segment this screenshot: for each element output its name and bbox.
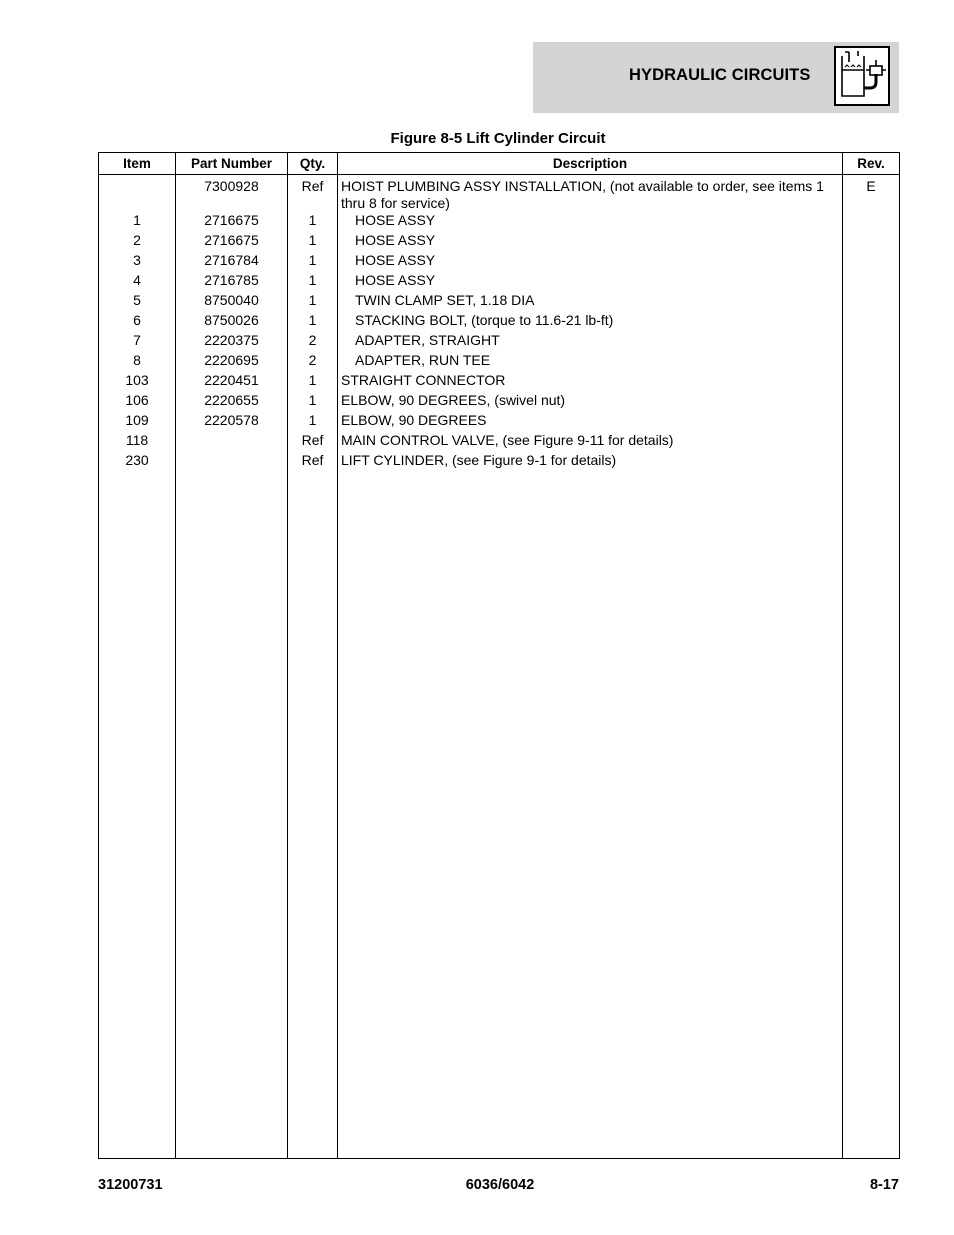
part-number-cell: 2716675	[176, 212, 288, 232]
column-header-item: Item	[99, 153, 176, 175]
description-cell: STACKING BOLT, (torque to 11.6-21 lb-ft)	[338, 312, 843, 332]
footer-model: 6036/6042	[465, 1177, 535, 1193]
column-header-rev: Rev.	[843, 153, 900, 175]
rev-cell	[843, 292, 900, 312]
qty-cell: 1	[288, 212, 338, 232]
rev-cell	[843, 432, 900, 452]
description-cell: ELBOW, 90 DEGREES	[338, 412, 843, 432]
description-cell: HOSE ASSY	[338, 212, 843, 232]
item-cell	[99, 175, 176, 213]
qty-cell: 1	[288, 232, 338, 252]
part-number-cell: 8750040	[176, 292, 288, 312]
rev-cell	[843, 272, 900, 292]
description-cell: ADAPTER, RUN TEE	[338, 352, 843, 372]
description-cell: LIFT CYLINDER, (see Figure 9-1 for details)	[338, 452, 843, 472]
item-cell: 5	[99, 292, 176, 312]
item-cell: 103	[99, 372, 176, 392]
qty-cell: 1	[288, 372, 338, 392]
table-row	[99, 312, 900, 332]
item-cell: 6	[99, 312, 176, 332]
part-number-cell: 2220578	[176, 412, 288, 432]
table-row	[99, 232, 900, 252]
part-number-cell: 2220451	[176, 372, 288, 392]
footer-document-number: 31200731	[98, 1177, 163, 1193]
table-row	[99, 332, 900, 352]
item-cell: 230	[99, 452, 176, 472]
table-row	[99, 392, 900, 412]
description-cell: MAIN CONTROL VALVE, (see Figure 9-11 for details)	[338, 432, 843, 452]
part-number-cell: 2220375	[176, 332, 288, 352]
qty-cell: 1	[288, 312, 338, 332]
qty-cell: 1	[288, 392, 338, 412]
footer-page-number: 8-17	[869, 1177, 899, 1193]
rev-cell	[843, 412, 900, 432]
description-cell: ADAPTER, STRAIGHT	[338, 332, 843, 352]
part-number-cell	[176, 452, 288, 472]
hydraulic-reservoir-icon	[834, 46, 890, 106]
table-row	[99, 452, 900, 472]
item-cell: 2	[99, 232, 176, 252]
description-cell: HOSE ASSY	[338, 272, 843, 292]
rev-cell	[843, 372, 900, 392]
item-cell: 106	[99, 392, 176, 412]
description-cell: HOSE ASSY	[338, 232, 843, 252]
figure-caption: Figure 8-5 Lift Cylinder Circuit	[390, 130, 606, 147]
rev-cell: E	[843, 175, 900, 213]
qty-cell: 1	[288, 252, 338, 272]
section-header	[533, 42, 899, 113]
description-cell: ELBOW, 90 DEGREES, (swivel nut)	[338, 392, 843, 412]
column-header-part-number: Part Number	[176, 153, 288, 175]
rev-cell	[843, 452, 900, 472]
description-cell: STRAIGHT CONNECTOR	[338, 372, 843, 392]
description-cell: HOIST PLUMBING ASSY INSTALLATION, (not available to order, see items 1 thru 8 for service)	[338, 175, 843, 213]
item-cell: 3	[99, 252, 176, 272]
qty-cell: 1	[288, 272, 338, 292]
part-number-cell	[176, 432, 288, 452]
table-row	[99, 175, 900, 213]
table-row	[99, 412, 900, 432]
parts-table	[98, 152, 900, 1159]
item-cell: 7	[99, 332, 176, 352]
table-row	[99, 272, 900, 292]
description-cell: HOSE ASSY	[338, 252, 843, 272]
part-number-cell: 2716675	[176, 232, 288, 252]
table-filler-row	[99, 472, 900, 1159]
rev-cell	[843, 332, 900, 352]
qty-cell: Ref	[288, 175, 338, 213]
table-row	[99, 252, 900, 272]
column-header-qty: Qty.	[288, 153, 338, 175]
item-cell: 4	[99, 272, 176, 292]
qty-cell: Ref	[288, 432, 338, 452]
table-row	[99, 292, 900, 312]
table-row	[99, 432, 900, 452]
table-row	[99, 372, 900, 392]
rev-cell	[843, 392, 900, 412]
rev-cell	[843, 312, 900, 332]
part-number-cell: 7300928	[176, 175, 288, 213]
item-cell: 109	[99, 412, 176, 432]
qty-cell: Ref	[288, 452, 338, 472]
table-row	[99, 352, 900, 372]
table-row	[99, 212, 900, 232]
rev-cell	[843, 352, 900, 372]
part-number-cell: 2716785	[176, 272, 288, 292]
part-number-cell: 8750026	[176, 312, 288, 332]
column-header-description: Description	[338, 153, 843, 175]
qty-cell: 1	[288, 292, 338, 312]
rev-cell	[843, 212, 900, 232]
section-title: HYDRAULIC CIRCUITS	[629, 66, 811, 84]
part-number-cell: 2220695	[176, 352, 288, 372]
item-cell: 8	[99, 352, 176, 372]
rev-cell	[843, 232, 900, 252]
item-cell: 1	[99, 212, 176, 232]
qty-cell: 1	[288, 412, 338, 432]
part-number-cell: 2220655	[176, 392, 288, 412]
qty-cell: 2	[288, 352, 338, 372]
table-header-row	[99, 153, 900, 175]
rev-cell	[843, 252, 900, 272]
item-cell: 118	[99, 432, 176, 452]
part-number-cell: 2716784	[176, 252, 288, 272]
description-cell: TWIN CLAMP SET, 1.18 DIA	[338, 292, 843, 312]
qty-cell: 2	[288, 332, 338, 352]
